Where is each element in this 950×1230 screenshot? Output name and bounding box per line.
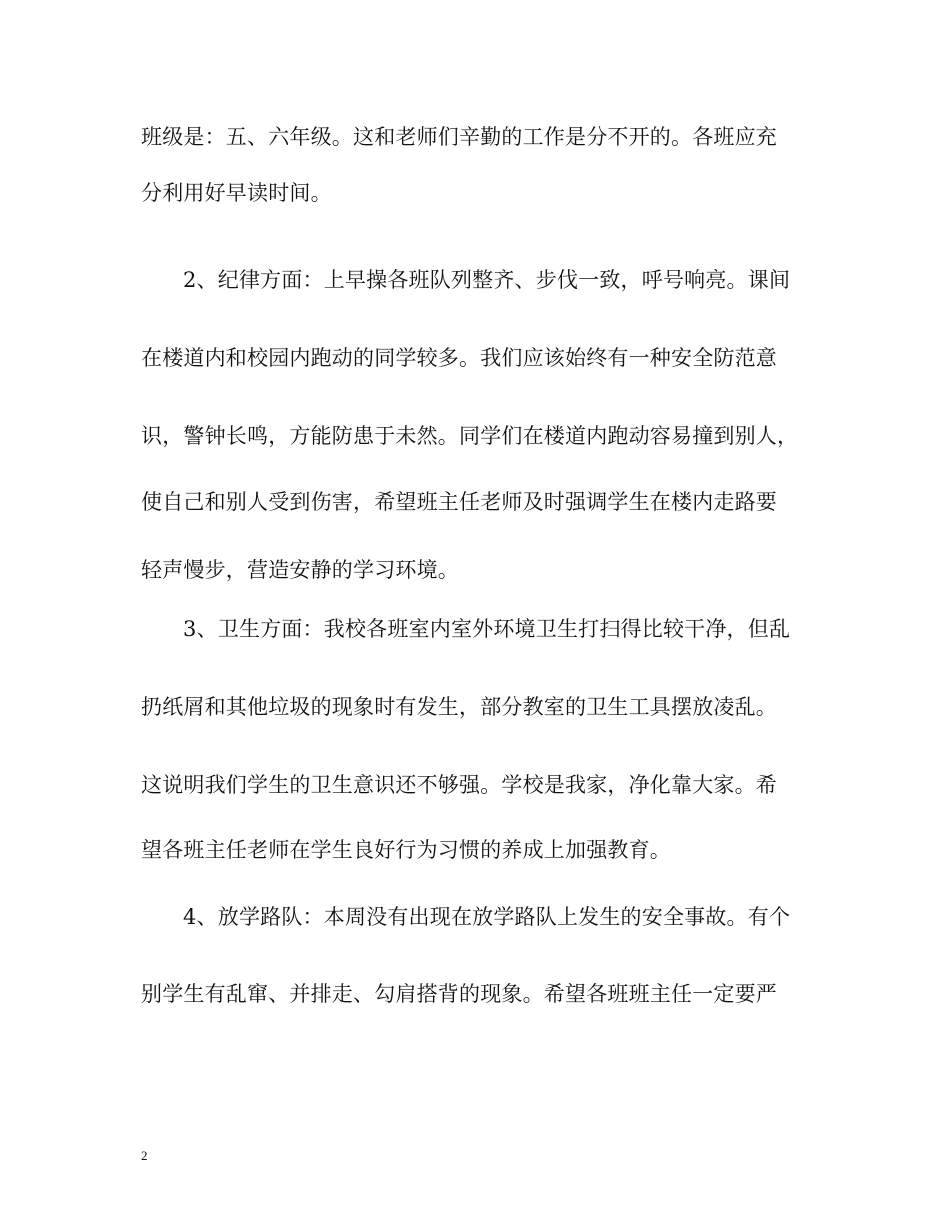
text-line: 识，警钟长鸣，方能防患于未然。同学们在楼道内跑动容易撞到别人，: [141, 424, 799, 448]
page-number: 2: [141, 1148, 148, 1163]
text-line: 分利用好早读时间。: [141, 181, 332, 205]
text-line: 别学生有乱窜、并排走、勾肩搭背的现象。希望各班班主任一定要严: [141, 982, 777, 1006]
text-line: 使自己和别人受到伤害，希望班主任老师及时强调学生在楼内走路要: [141, 490, 777, 514]
text-line: 在楼道内和校园内跑动的同学较多。我们应该始终有一种安全防范意: [141, 346, 777, 370]
text-line: 班级是：五、六年级。这和老师们辛勤的工作是分不开的。各班应充: [141, 125, 777, 149]
paragraph-start-line: 2、纪律方面：上早操各班队列整齐、步伐一致，呼号响亮。课间: [183, 268, 791, 292]
paragraph-start-line: 3、卫生方面：我校各班室内室外环境卫生打扫得比较干净，但乱: [183, 617, 791, 641]
text-line: 望各班主任老师在学生良好行为习惯的养成上加强教育。: [141, 838, 671, 862]
text-line: 轻声慢步，营造安静的学习环境。: [141, 558, 459, 582]
text-line: 这说明我们学生的卫生意识还不够强。学校是我家，净化靠大家。希: [141, 773, 777, 797]
text-line: 扔纸屑和其他垃圾的现象时有发生，部分教室的卫生工具摆放凌乱。: [141, 695, 777, 719]
paragraph-start-line: 4、放学路队：本周没有出现在放学路队上发生的安全事故。有个: [183, 905, 791, 929]
